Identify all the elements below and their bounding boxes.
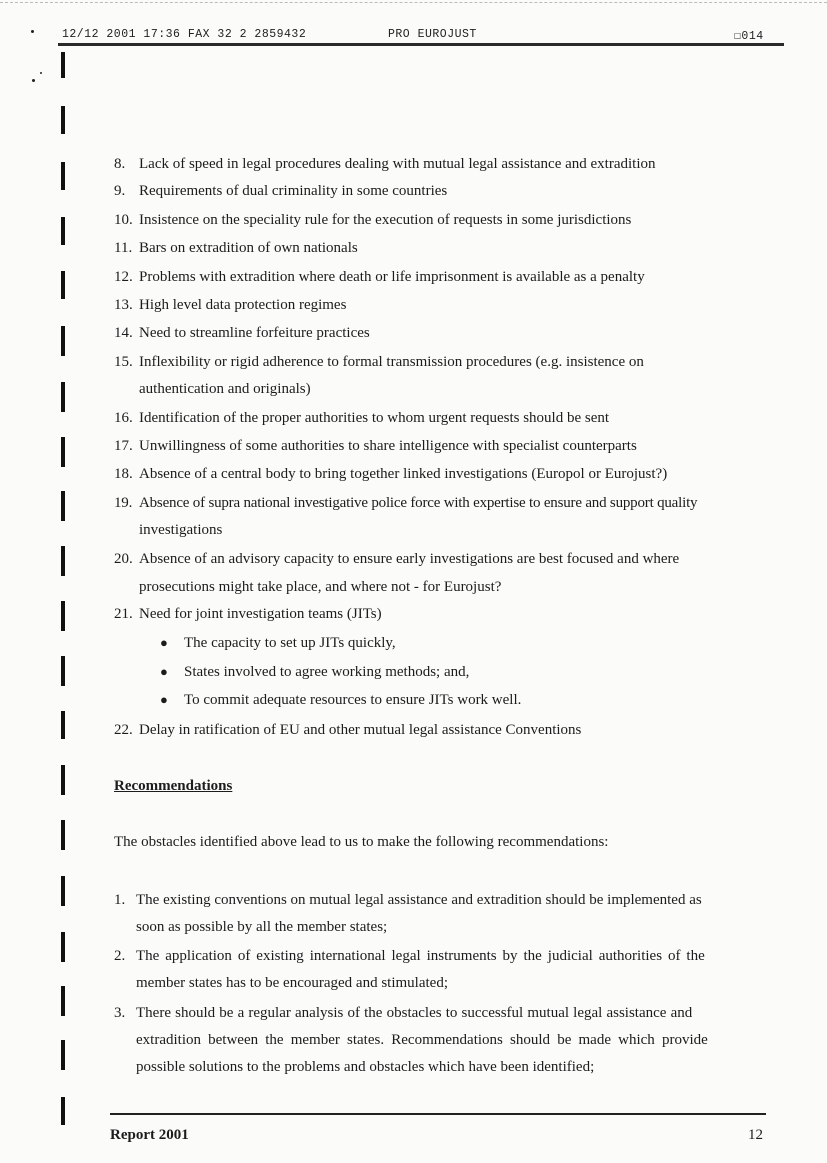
list-item: 15. Inflexibility or rigid adherence to formal transmission procedures (e.g. insistence on — [114, 354, 644, 370]
recommendation-continuation: member states has to be encouraged and stimulated; — [136, 975, 448, 991]
recommendation-continuation: extradition between the member states. Recommendations should be made which provide — [136, 1032, 708, 1048]
list-item: 14. Need to streamline forfeiture practices — [114, 325, 370, 341]
section-intro: The obstacles identified above lead to us to make the following recommendations: — [114, 834, 609, 850]
footer-page-number: 12 — [748, 1127, 763, 1143]
fax-date-time: 12/12 2001 17:36 FAX 32 2 2859432 — [62, 28, 307, 41]
bullet-item: ● States involved to agree working methods; and, — [160, 664, 470, 680]
list-item: 13. High level data protection regimes — [114, 297, 347, 313]
list-item-continuation: authentication and originals) — [139, 381, 311, 397]
bullet-icon: ● — [160, 664, 168, 679]
recommendation-item: 3. There should be a regular analysis of the obstacles to successful mutual legal assistance and — [114, 1005, 693, 1021]
list-item: 21. Need for joint investigation teams (JITs) — [114, 606, 382, 622]
fax-header-rule — [58, 43, 784, 46]
list-item: 19. Absence of supra national investigative police force with expertise to ensure and support quality — [114, 495, 698, 511]
fax-sender: PRO EUROJUST — [388, 28, 477, 41]
bullet-icon: ● — [160, 692, 168, 707]
fax-top-edge — [0, 2, 827, 3]
recommendation-item: 2. The application of existing international legal instruments by the judicial authorities of the — [114, 948, 705, 964]
recommendation-item: 1. The existing conventions on mutual legal assistance and extradition should be implemented as — [114, 892, 702, 908]
list-item: 18. Absence of a central body to bring together linked investigations (Europol or Eurojust?) — [114, 466, 668, 482]
footer-title: Report 2001 — [110, 1127, 189, 1143]
recommendation-continuation: possible solutions to the problems and obstacles which have been identified; — [136, 1059, 595, 1075]
list-item: 8. Lack of speed in legal procedures dealing with mutual legal assistance and extradition — [114, 156, 656, 172]
list-item: 12. Problems with extradition where death or life imprisonment is available as a penalty — [114, 269, 645, 285]
list-item: 16. Identification of the proper authorities to whom urgent requests should be sent — [114, 410, 610, 426]
footer-rule — [110, 1113, 766, 1115]
fax-page-number: ☐014 — [734, 30, 764, 43]
section-heading: Recommendations — [114, 778, 233, 794]
list-item: 17. Unwillingness of some authorities to share intelligence with specialist counterparts — [114, 438, 637, 454]
bullet-icon: ● — [160, 635, 168, 650]
list-item-continuation: prosecutions might take place, and where not - for Eurojust? — [139, 579, 502, 595]
list-item: 9. Requirements of dual criminality in some countries — [114, 183, 448, 199]
list-item: 10. Insistence on the speciality rule for the execution of requests in some jurisdictions — [114, 212, 632, 228]
bullet-item: ● The capacity to set up JITs quickly, — [160, 635, 396, 651]
recommendation-continuation: soon as possible by all the member states; — [136, 919, 388, 935]
list-item: 11. Bars on extradition of own nationals — [114, 240, 358, 256]
list-item: 22. Delay in ratification of EU and other mutual legal assistance Conventions — [114, 722, 582, 738]
list-item: 20. Absence of an advisory capacity to ensure early investigations are best focused and where — [114, 551, 680, 567]
list-item-continuation: investigations — [139, 522, 223, 538]
bullet-item: ● To commit adequate resources to ensure JITs work well. — [160, 692, 522, 708]
